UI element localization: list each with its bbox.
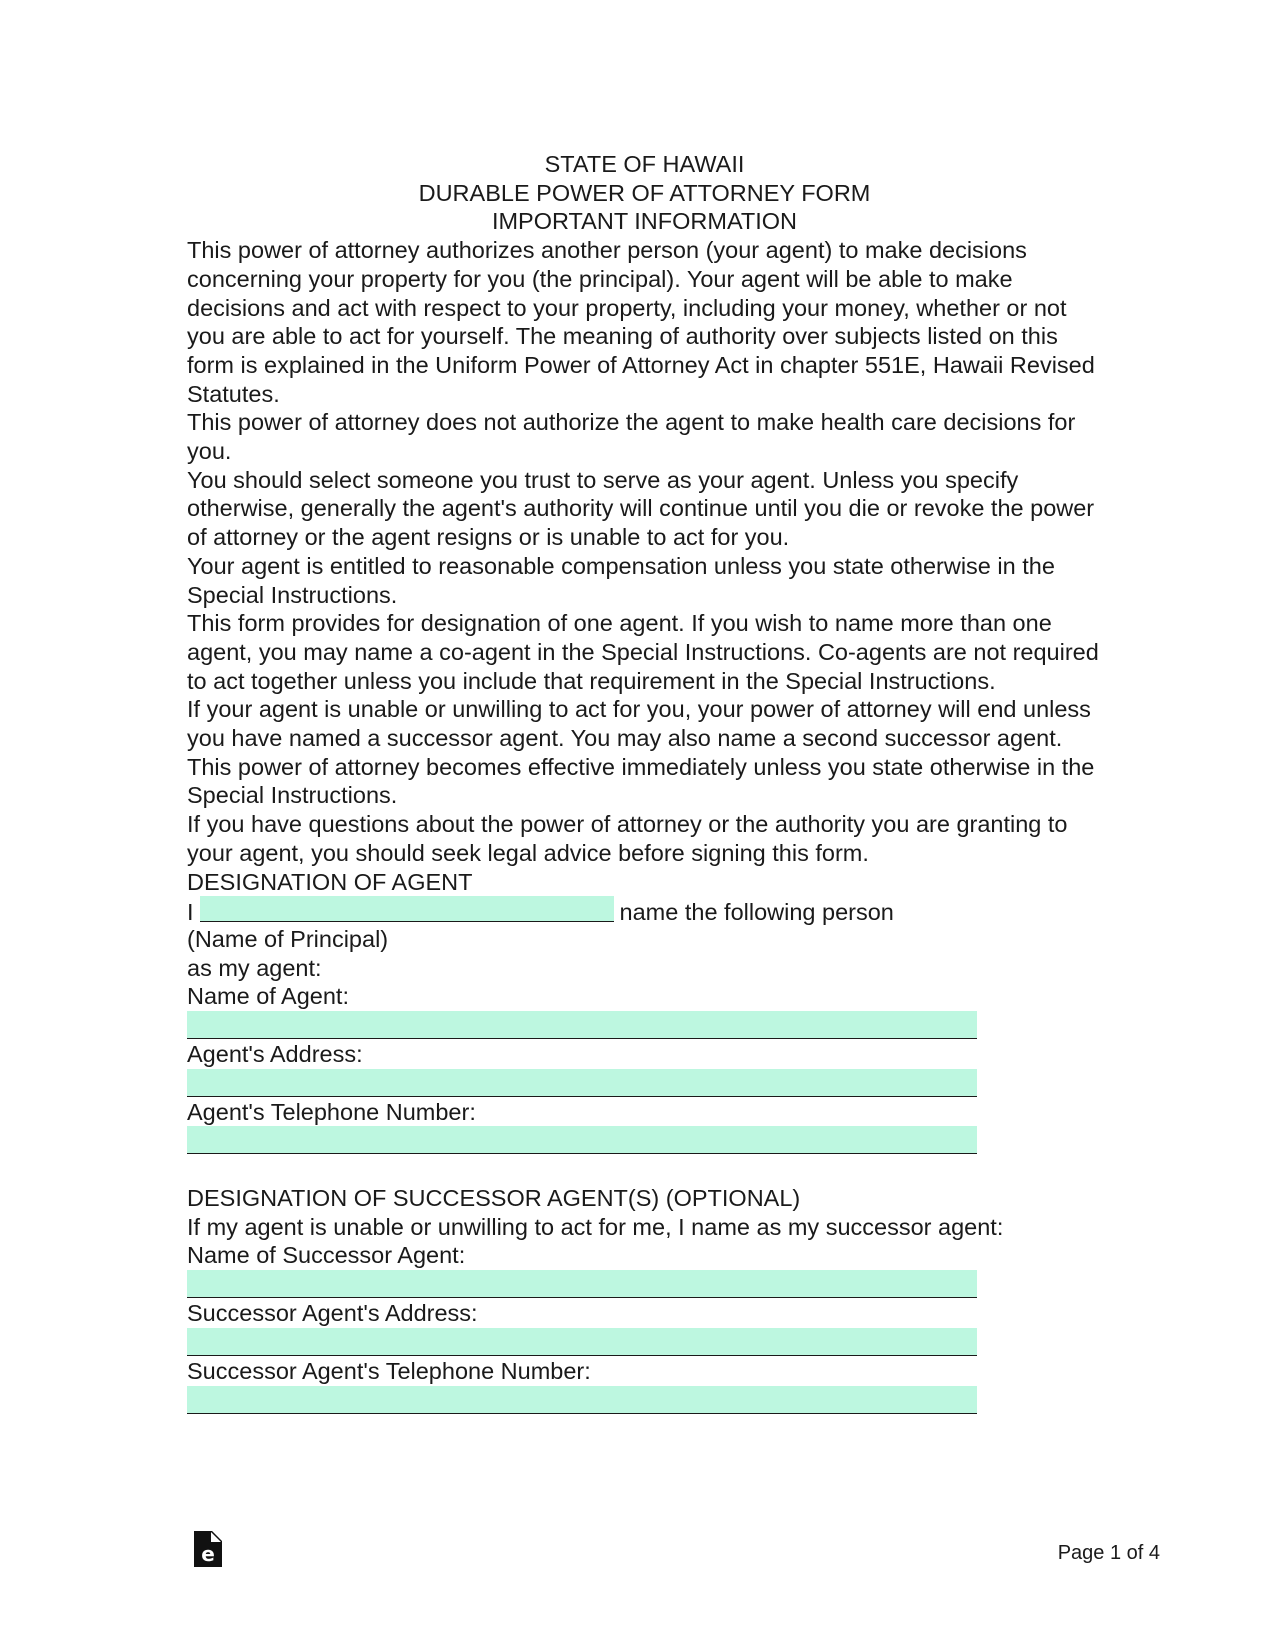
principal-prefix: I — [187, 899, 194, 926]
paragraph-co-agent: This form provides for designation of one agent. If you wish to name more than one agent, you may name a co-agent in the Special Instructions. Co-agents are not required to act together unless you include that requirement in the Special Instructions. — [187, 610, 1099, 694]
page-number: Page 1 of 4 — [1057, 1542, 1160, 1564]
successor-address-field[interactable] — [187, 1328, 977, 1356]
agent-phone-field[interactable] — [187, 1126, 977, 1154]
paragraph-select-agent: You should select someone you trust to serve as your agent. Unless you specify otherwise, generally the agent's authority will continue until you die or revoke the power of attorney or the agent resigns or is unable to act for you. — [187, 466, 1095, 551]
document-e-icon — [194, 1531, 222, 1567]
document-body — [187, 150, 1102, 1415]
agent-address-field[interactable] — [187, 1069, 977, 1097]
successor-heading: DESIGNATION OF SUCCESSOR AGENT(S) (OPTIONAL) — [187, 1185, 801, 1212]
paragraph-successor: If your agent is unable or unwilling to act for you, your power of attorney will end unless you have named a successor agent. You may also name a second successor agent. — [187, 696, 1091, 752]
form-title: DURABLE POWER OF ATTORNEY FORM — [418, 179, 871, 206]
agent-phone-label: Agent's Telephone Number: — [187, 1098, 476, 1125]
agent-name-field[interactable] — [187, 1011, 977, 1039]
principal-name-field[interactable] — [200, 896, 614, 922]
document-e-icon-graphic — [194, 1531, 222, 1567]
successor-phone-field[interactable] — [187, 1386, 977, 1414]
paragraph-authorization: This power of attorney authorizes another person (your agent) to make decisions concerning your property for you (the principal). Your agent will be able to make decisions and act with respect to your property, including your money, whether or not you are able to act for yourself. The meaning of authority over subjects listed on this form is explained in the Uniform Power of Attorney Act in chapter 551E, Hawaii Revised Statutes. — [187, 237, 1095, 407]
section-spacer — [187, 1155, 1102, 1184]
paragraph-effective: This power of attorney becomes effective immediately unless you state otherwise in the Special Instructions. — [187, 753, 1095, 809]
agent-name-label: Name of Agent: — [187, 983, 349, 1010]
paragraph-legal-advice: If you have questions about the power of attorney or the authority you are granting to your agent, you should seek legal advice before signing this form. — [187, 811, 1068, 866]
successor-address-label: Successor Agent's Address: — [187, 1300, 478, 1327]
paragraph-compensation: Your agent is entitled to reasonable compensation unless you state otherwise in the Special Instructions. — [187, 552, 1055, 608]
section-title: IMPORTANT INFORMATION — [491, 208, 798, 235]
principal-caption: (Name of Principal) — [187, 925, 389, 952]
paragraph-health-care: This power of attorney does not authorize the agent to make health care decisions for you. — [187, 409, 1076, 465]
designation-heading: DESIGNATION OF AGENT — [187, 868, 473, 895]
successor-name-field[interactable] — [187, 1270, 977, 1298]
successor-name-label: Name of Successor Agent: — [187, 1242, 466, 1269]
principal-line — [187, 896, 1102, 925]
as-my-agent-text: as my agent: — [187, 954, 322, 981]
successor-phone-label: Successor Agent's Telephone Number: — [187, 1357, 591, 1384]
principal-suffix: name the following person — [619, 899, 894, 926]
successor-intro: If my agent is unable or unwilling to act for me, I name as my successor agent: — [187, 1213, 1004, 1240]
agent-address-label: Agent's Address: — [187, 1041, 363, 1068]
state-title: STATE OF HAWAII — [544, 151, 745, 177]
svg-text:e: e — [201, 1542, 215, 1566]
document-header — [187, 150, 1102, 236]
